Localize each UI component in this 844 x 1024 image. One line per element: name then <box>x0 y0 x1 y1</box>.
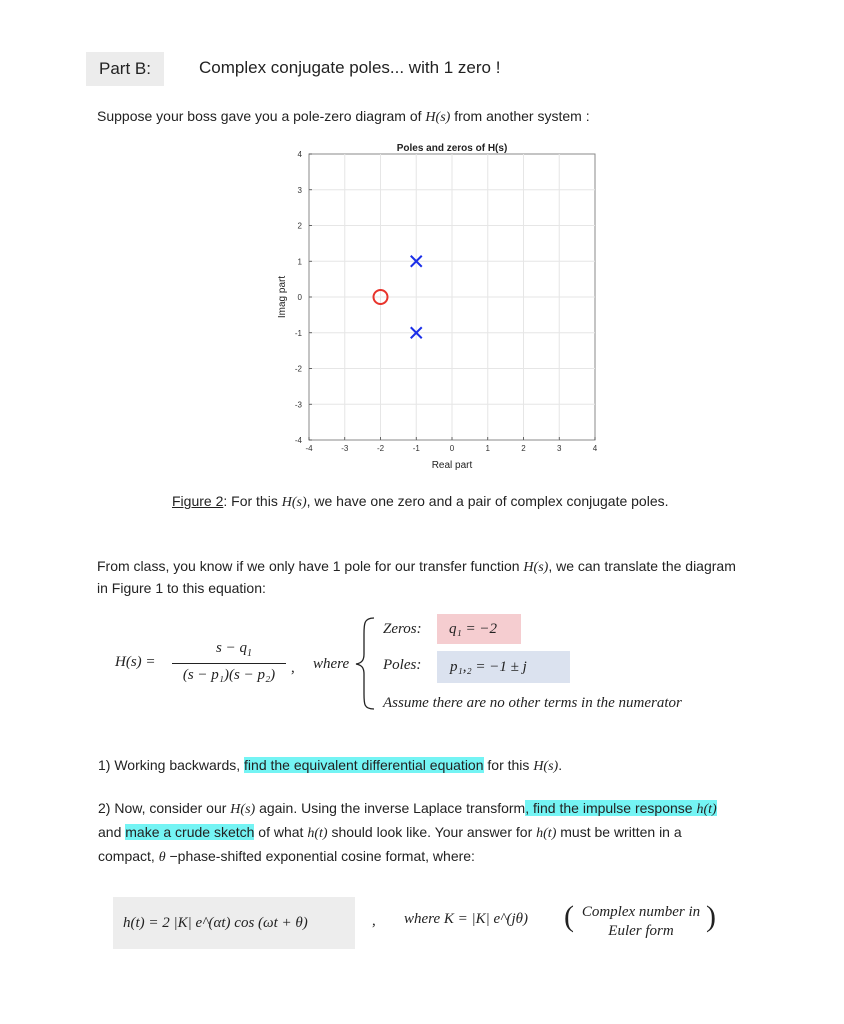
y-tick-label: 1 <box>297 257 302 267</box>
x-tick-label: -2 <box>376 444 385 453</box>
q2-number: 2) <box>98 800 111 816</box>
paragraph-after: , we can translate the diagram <box>548 558 736 574</box>
q1-end: . <box>558 757 563 773</box>
y-tick-label: 0 <box>297 293 302 302</box>
q2-t6a: compact, <box>98 848 159 864</box>
right-paren: ) <box>706 900 716 933</box>
paragraph-before: From class, you know if we only have 1 pole for our transfer function <box>97 558 524 574</box>
question-1 <box>98 755 562 777</box>
poles-label: Poles: <box>383 657 422 673</box>
pole-zero-plot <box>250 140 640 480</box>
q2-t3: of what <box>254 824 308 840</box>
x-tick-label: -4 <box>305 444 313 453</box>
y-tick-label: -3 <box>294 400 302 410</box>
euler-note-line-2: Euler form <box>608 923 674 939</box>
x-tick-label: 3 <box>557 444 562 453</box>
q2-hs: H(s) <box>230 802 256 817</box>
chart-title: Poles and zeros of H(s) <box>396 143 508 154</box>
x-tick-label: -1 <box>412 444 420 453</box>
q2-highlight-1-text: , find the impulse response <box>525 800 697 816</box>
question-2 <box>98 797 778 869</box>
intro-hs: H(s) <box>425 110 451 125</box>
q1-mid: for this <box>483 757 534 773</box>
paragraph-line-1 <box>97 556 777 578</box>
part-label: Part B: <box>86 52 164 86</box>
q2-t1: Now, consider our <box>110 800 231 816</box>
euler-k-definition: where K = |K| e^(jθ) <box>404 911 528 927</box>
brace-path <box>356 618 374 709</box>
q2-line-2 <box>98 821 778 845</box>
equation-comma: , <box>291 660 295 676</box>
equation-lhs: H(s) = <box>115 654 156 670</box>
q2-ht-3: h(t) <box>536 826 557 841</box>
curly-brace <box>352 614 380 712</box>
q2-t4: should look like. Your answer for <box>327 824 537 840</box>
y-tick-label: -1 <box>294 328 302 338</box>
class-paragraph <box>97 556 777 599</box>
x-tick-label: -3 <box>341 444 349 453</box>
q1-hs: H(s) <box>533 759 559 774</box>
pole-zero-svg <box>250 140 640 480</box>
caption-text-before: For this <box>227 493 282 509</box>
euler-note-line-1: Complex number in <box>581 904 701 920</box>
numerator-text: s − q <box>216 640 247 656</box>
intro-text-after: from another system : <box>450 108 590 124</box>
x-tick-label: 1 <box>485 444 490 453</box>
q2-highlight-1 <box>525 800 716 816</box>
caption-colon: : <box>223 493 228 509</box>
y-tick-label: 3 <box>297 185 302 195</box>
q2-line-3 <box>98 845 778 869</box>
caption-hs: H(s) <box>281 495 307 510</box>
x-axis-label: Real part <box>431 460 473 471</box>
intro-text <box>97 106 590 128</box>
q2-ht-1: h(t) <box>696 802 717 817</box>
formula-comma: , <box>372 913 376 929</box>
equation-denominator: (s − p₁)(s − p₂) <box>182 667 276 683</box>
x-tick-label: 0 <box>449 444 455 453</box>
y-axis-label: Imag part <box>277 275 288 319</box>
y-tick-label: 4 <box>297 150 302 159</box>
paragraph-hs: H(s) <box>523 560 549 575</box>
poles-value: p₁,₂ = −1 ± j <box>437 651 570 683</box>
x-tick-label: 4 <box>592 444 598 453</box>
left-paren: ( <box>564 900 574 933</box>
y-tick-label: -4 <box>294 436 302 445</box>
y-tick-label: 2 <box>297 221 302 231</box>
zeros-value: q₁ = −2 <box>437 614 521 644</box>
q1-before: Working backwards, <box>110 757 245 773</box>
x-tick-label: 2 <box>521 444 526 453</box>
section-title: Complex conjugate poles... with 1 zero ! <box>199 58 501 77</box>
euler-note <box>576 903 706 941</box>
q2-highlight-2: make a crude sketch <box>125 824 255 840</box>
caption-text-after: , we have one zero and a pair of complex conjugate poles. <box>306 493 669 509</box>
y-tick-label: -2 <box>294 364 302 374</box>
impulse-response-formula: h(t) = 2 |K| e^(αt) cos (ωt + θ) <box>113 897 355 949</box>
fraction-bar <box>172 663 286 664</box>
q2-t6b: −phase-shifted exponential cosine format, where: <box>165 848 475 864</box>
equation-numerator <box>204 640 264 659</box>
q1-number: 1) <box>98 757 111 773</box>
q2-t2: again. Using the inverse Laplace transform <box>255 800 526 816</box>
q1-highlight: find the equivalent differential equation <box>244 757 484 773</box>
q2-ht-2: h(t) <box>307 826 328 841</box>
q2-line-1 <box>98 797 778 821</box>
numerator-sub: 1 <box>246 648 252 659</box>
q2-and: and <box>98 824 126 840</box>
q2-t5: must be written in a <box>556 824 682 840</box>
intro-text-before: Suppose your boss gave you a pole-zero diagram of <box>97 108 426 124</box>
q2-theta: θ <box>158 850 166 865</box>
assume-note: Assume there are no other terms in the numerator <box>383 695 682 711</box>
figure-label: Figure 2 <box>172 493 224 509</box>
figure-caption <box>172 491 669 513</box>
paragraph-line-2: in Figure 1 to this equation: <box>97 580 266 596</box>
zeros-label: Zeros: <box>383 621 422 637</box>
equation-where: where <box>313 656 350 672</box>
